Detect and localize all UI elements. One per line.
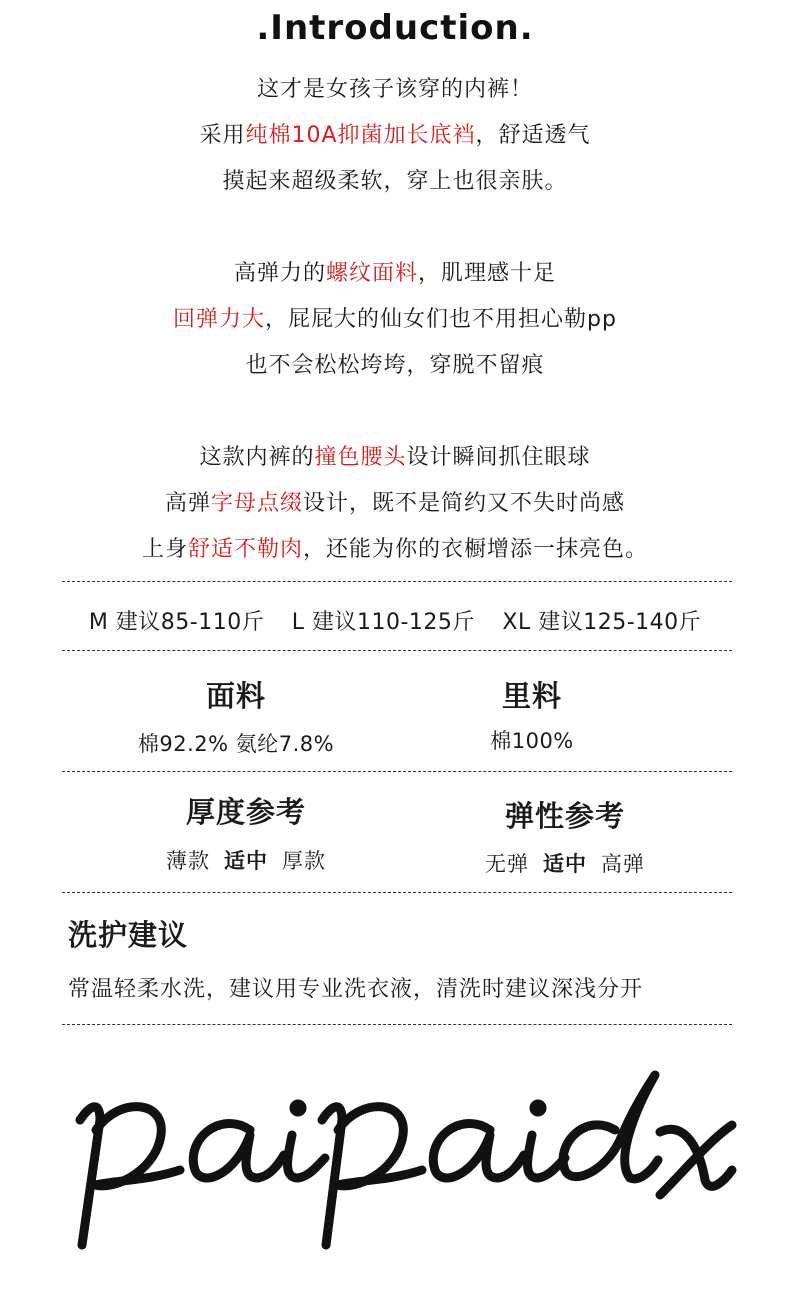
care-text: 常温轻柔水洗，建议用专业洗衣液，清洗时建议深浅分开 — [68, 977, 644, 1002]
intro-line — [0, 256, 790, 287]
intro-line — [0, 440, 790, 471]
size-xl: XL 建议125-140斤 — [502, 610, 702, 635]
text: 设计，既不是简约又不失时尚感 — [303, 491, 626, 516]
brand-signature-logo — [60, 1060, 740, 1260]
fabric-value: 棉92.2% 氨纶7.8% — [137, 732, 335, 756]
text: ，肌理感十足 — [418, 261, 557, 286]
text: ，还能为你的衣橱增添一抹亮色。 — [303, 537, 649, 562]
size-guide — [0, 605, 790, 636]
care-label: 洗护建议 — [68, 918, 189, 952]
text: ，屁屁大的仙女们也不用担心勒pp — [265, 307, 617, 332]
lining-label: 里料 — [501, 679, 562, 713]
intro-line — [0, 302, 790, 333]
text: 设计瞬间抓住眼球 — [406, 445, 591, 470]
intro-line — [0, 118, 790, 149]
highlight-text: 撞色腰头 — [314, 445, 407, 470]
divider — [62, 1024, 732, 1025]
page-title: .Introduction. — [256, 8, 534, 48]
text: 高弹力的 — [233, 261, 326, 286]
thickness-option-medium: 适中 — [224, 849, 268, 873]
thickness-label: 厚度参考 — [185, 795, 306, 829]
intro-line: 也不会松松垮垮，穿脱不留痕 — [245, 353, 545, 378]
elasticity-label: 弹性参考 — [504, 799, 625, 833]
elasticity-option-medium: 适中 — [543, 852, 587, 876]
text: 采用 — [199, 123, 246, 148]
text: 这款内裤的 — [199, 445, 315, 470]
highlight-text: 纯棉10A抑菌加长底裆 — [245, 123, 476, 148]
elasticity-options — [445, 848, 685, 878]
highlight-text: 字母点缀 — [210, 491, 303, 516]
divider — [62, 892, 732, 893]
text: 上身 — [141, 537, 188, 562]
size-m: M 建议85-110斤 — [88, 610, 265, 635]
intro-line — [0, 532, 790, 563]
size-l: L 建议110-125斤 — [291, 610, 475, 635]
thickness-options — [126, 845, 366, 875]
divider — [62, 581, 732, 582]
highlight-text: 舒适不勒肉 — [187, 537, 303, 562]
text: ，舒适透气 — [475, 123, 591, 148]
thickness-option-thick: 厚款 — [282, 849, 326, 873]
intro-line: 这才是女孩子该穿的内裤！ — [256, 77, 533, 102]
fabric-label: 面料 — [205, 679, 266, 713]
elasticity-option-none: 无弹 — [485, 852, 529, 876]
intro-line: 摸起来超级柔软，穿上也很亲肤。 — [222, 169, 568, 194]
divider — [62, 771, 732, 772]
elasticity-option-high: 高弹 — [601, 852, 645, 876]
lining-value: 棉100% — [490, 729, 574, 753]
highlight-text: 回弹力大 — [173, 307, 266, 332]
highlight-text: 螺纹面料 — [325, 261, 418, 286]
divider — [62, 650, 732, 651]
thickness-option-thin: 薄款 — [166, 849, 210, 873]
intro-line — [0, 486, 790, 517]
text: 高弹 — [164, 491, 211, 516]
